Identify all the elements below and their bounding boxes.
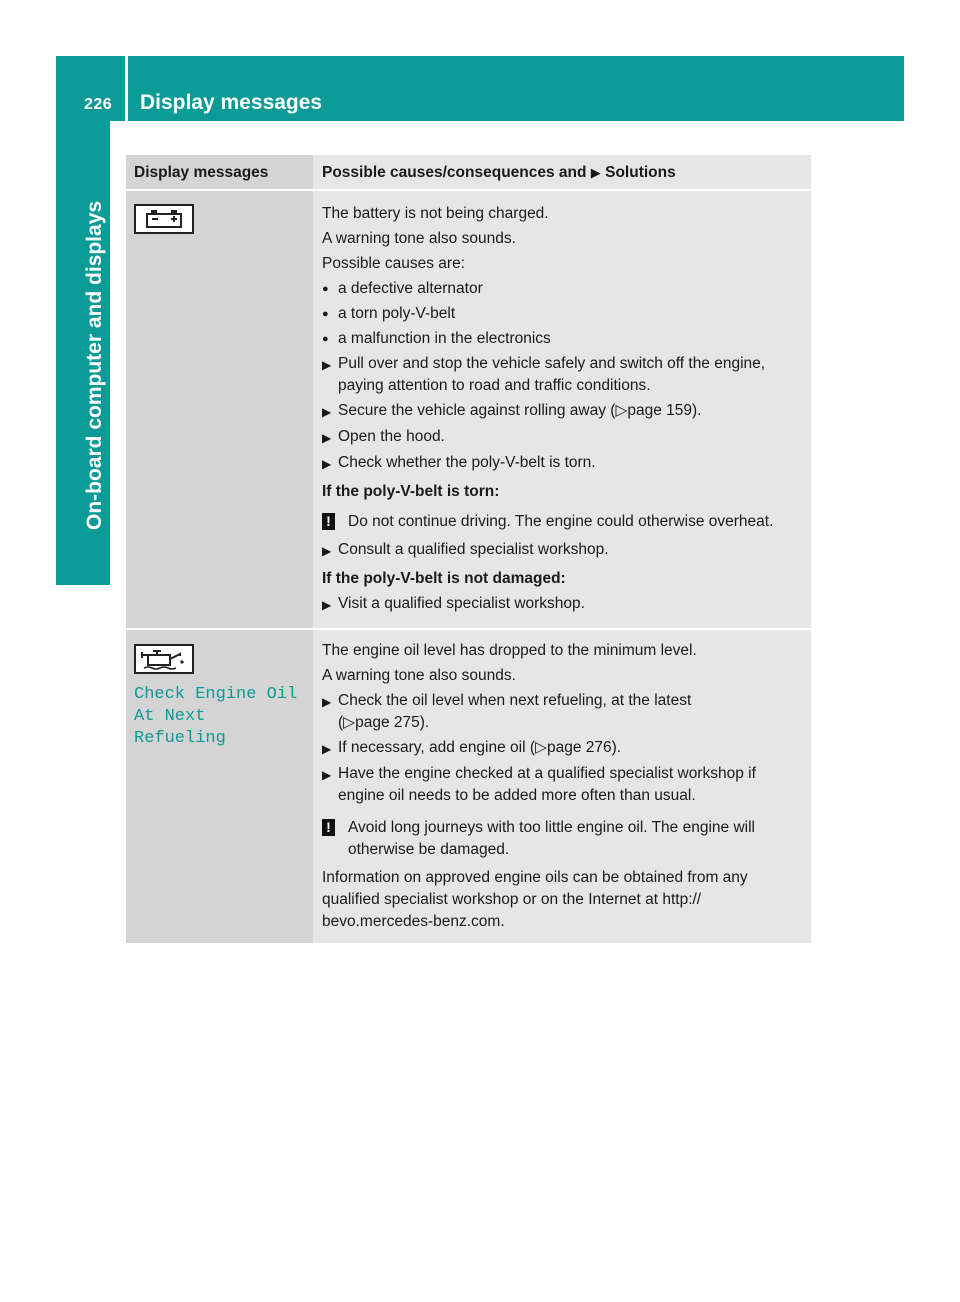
page-title: Display messages [140, 91, 323, 114]
step-item [322, 452, 803, 475]
text-line: A warning tone also sounds. [322, 230, 516, 247]
bullet-item [322, 278, 803, 300]
bullet-item [322, 303, 803, 325]
step-item [322, 539, 803, 562]
step-item [322, 426, 803, 449]
step-text-part: Secure the vehicle against rolling away ( [338, 402, 616, 419]
step-item [322, 353, 803, 397]
subheading: If the poly-V-belt is torn: [322, 483, 500, 500]
bullet-text: a torn poly-V-belt [338, 305, 456, 322]
step-arrow-icon: ▶ [322, 742, 332, 756]
step-arrow-icon: ▶ [322, 358, 332, 372]
step-arrow-icon: ▶ [322, 457, 332, 471]
table-row [126, 630, 811, 943]
header-separator [125, 56, 128, 121]
step-text: Pull over and stop the vehicle safely and switch off the engine, paying attention to road and traffic conditions. [338, 355, 766, 394]
display-messages-table [126, 155, 811, 943]
page-ref-icon: ▷ [615, 402, 628, 419]
table-header-row [126, 155, 811, 191]
info-text: Information on approved engine oils can be obtained from any qualified specialist workshop or on the Internet at http:// bevo.mercedes-benz.com. [322, 869, 748, 930]
step-arrow-icon: ▶ [322, 405, 332, 419]
step-arrow-icon: ▶ [322, 598, 332, 612]
page-ref-icon: ▷ [343, 714, 356, 731]
warning-icon: ! [322, 513, 335, 530]
warning-icon: ! [322, 819, 335, 836]
step-text: Open the hood. [338, 428, 445, 445]
causes-cell [313, 191, 811, 628]
step-item [322, 690, 803, 734]
bullet-icon: ● [322, 283, 329, 295]
warning-text: Avoid long journeys with too little engine oil. The engine will otherwise be damaged. [348, 819, 755, 858]
step-item [322, 763, 803, 807]
step-arrow-icon: ▶ [322, 544, 332, 558]
text-line: The battery is not being charged. [322, 205, 549, 222]
step-text: Check the oil level when next refueling, at the latest (▷page 275). [338, 692, 692, 731]
page-number: 226 [84, 96, 113, 113]
text-line: The engine oil level has dropped to the minimum level. [322, 642, 697, 659]
message-cell [126, 630, 313, 943]
bullet-text: a defective alternator [338, 280, 483, 297]
step-arrow-icon: ▶ [322, 695, 332, 709]
col-header-causes [313, 155, 811, 189]
step-text: Have the engine checked at a qualified specialist workshop if engine oil needs to be added more often than usual. [338, 765, 756, 804]
page-ref-icon: ▷ [535, 739, 547, 756]
bullet-icon: ● [322, 308, 329, 320]
bullet-item [322, 328, 803, 350]
bullet-text: a malfunction in the electronics [338, 330, 551, 347]
table-row [126, 191, 811, 628]
step-text: Consult a qualified specialist workshop. [338, 541, 609, 558]
text-line: Possible causes are: [322, 255, 466, 272]
warning-note [322, 817, 803, 861]
bullet-icon: ● [322, 333, 329, 345]
oil-can-icon [134, 644, 194, 674]
warning-text: Do not continue driving. The engine could otherwise overheat. [348, 513, 774, 530]
step-text: Visit a qualified specialist workshop. [338, 595, 585, 612]
col-header-display-messages: Display messages [126, 155, 313, 189]
text-line: A warning tone also sounds. [322, 667, 516, 684]
step-arrow-icon: ▶ [322, 431, 332, 445]
message-cell [126, 191, 313, 628]
col-header-causes-text: Possible causes/consequences and [322, 164, 587, 181]
step-item [322, 400, 803, 423]
solution-arrow-icon: ▶ [590, 165, 601, 180]
battery-icon [134, 204, 194, 234]
step-item [322, 593, 803, 616]
display-message-line: At Next Refueling [134, 707, 226, 748]
step-arrow-icon: ▶ [322, 768, 332, 782]
step-item [322, 737, 803, 760]
page-ref[interactable]: page 159). [627, 402, 702, 419]
step-text-part: Check the oil level when next refueling, at the latest [338, 692, 692, 709]
warning-note [322, 511, 803, 533]
page-ref[interactable]: page 276). [546, 739, 622, 756]
step-text-part: If necessary, add engine oil ( [338, 739, 536, 756]
subheading: If the poly-V-belt is not damaged: [322, 570, 566, 587]
step-text [338, 400, 701, 423]
page-ref[interactable]: page 275). [355, 714, 430, 731]
col-header-solutions-text: Solutions [605, 164, 676, 181]
causes-cell [313, 630, 811, 943]
section-label: On-board computer and displays [83, 200, 106, 530]
display-message-line: Check Engine Oil [134, 685, 298, 704]
step-text [338, 737, 621, 760]
step-text: Check whether the poly-V-belt is torn. [338, 454, 596, 471]
